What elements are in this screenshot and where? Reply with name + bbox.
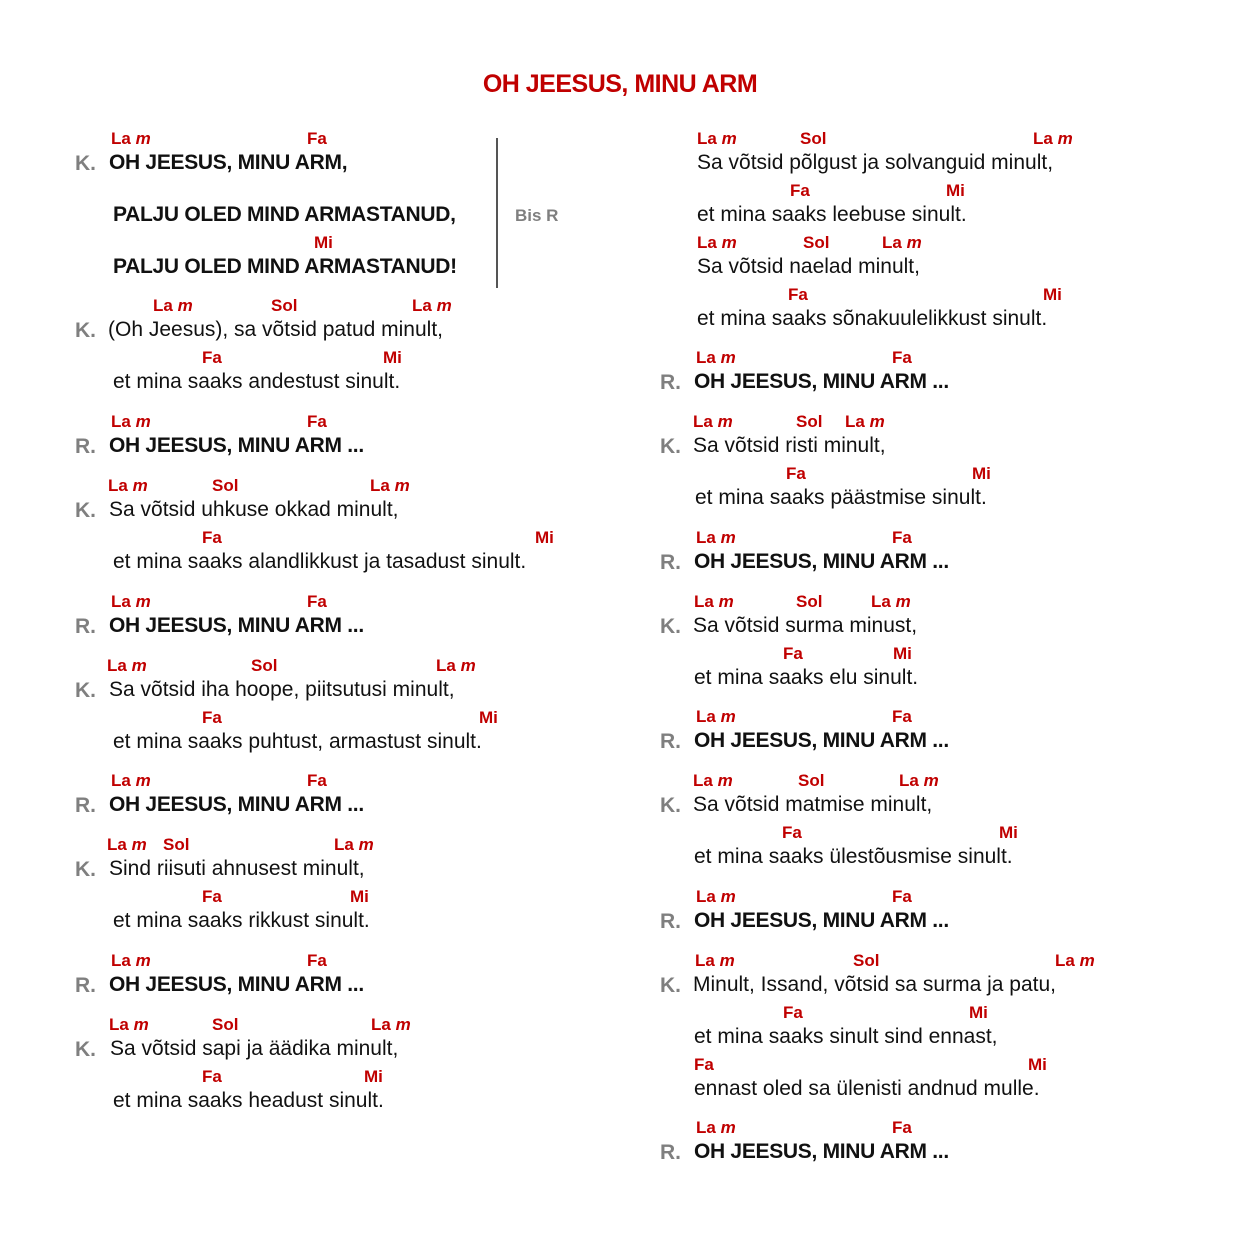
chord-label: Sol (796, 412, 823, 431)
chord-label: La m (695, 951, 735, 970)
chord-label: Fa (790, 181, 810, 200)
chord-label: La m (107, 835, 147, 854)
chord-label: Sol (271, 296, 298, 315)
chord-label: La m (693, 771, 733, 790)
chord-label: Sol (798, 771, 825, 790)
chord-label: Mi (999, 823, 1018, 842)
chord-label: Fa (892, 887, 912, 906)
chord-label: Sol (796, 592, 823, 611)
chord-label: Fa (307, 592, 327, 611)
lyric-line: et mina saaks andestust sinult. (113, 370, 401, 393)
chord-label: La m (696, 348, 736, 367)
chord-label: Fa (202, 1067, 222, 1086)
refrain-line: PALJU OLED MIND ARMASTANUD, (113, 203, 456, 226)
chord-label: La m (108, 476, 148, 495)
refrain-line: OH JEESUS, MINU ARM ... (694, 370, 949, 393)
chord-label: Mi (946, 181, 965, 200)
refrain-line: OH JEESUS, MINU ARM ... (694, 909, 949, 932)
lyric-line: (Oh Jeesus), sa võtsid patud minult, (108, 318, 443, 341)
chord-label: La m (412, 296, 452, 315)
verse-marker: K. (75, 858, 96, 881)
refrain-line: PALJU OLED MIND ARMASTANUD! (113, 255, 457, 278)
refrain-line: OH JEESUS, MINU ARM ... (694, 1140, 949, 1163)
chord-label: Mi (972, 464, 991, 483)
chord-label: Sol (800, 129, 827, 148)
lyric-line: Sa võtsid risti minult, (693, 434, 886, 457)
chord-label: Fa (202, 887, 222, 906)
lyric-line: Sa võtsid naelad minult, (697, 255, 920, 278)
chord-label: La m (111, 951, 151, 970)
chord-label: Fa (892, 348, 912, 367)
chord-label: La m (111, 592, 151, 611)
verse-marker: R. (660, 371, 681, 394)
chord-label: Mi (1028, 1055, 1047, 1074)
chord-label: Sol (853, 951, 880, 970)
chord-label: Mi (350, 887, 369, 906)
verse-marker: K. (660, 974, 681, 997)
chord-label: La m (111, 412, 151, 431)
lyric-line: Sa võtsid matmise minult, (693, 793, 933, 816)
chord-label: Fa (892, 1118, 912, 1137)
chord-label: La m (845, 412, 885, 431)
chord-label: La m (1033, 129, 1073, 148)
chord-label: Sol (803, 233, 830, 252)
chord-label: Sol (251, 656, 278, 675)
chord-label: Fa (788, 285, 808, 304)
lyric-line: Sa võtsid põlgust ja solvanguid minult, (697, 151, 1054, 174)
chord-label: Fa (694, 1055, 714, 1074)
refrain-line: OH JEESUS, MINU ARM ... (694, 729, 949, 752)
chord-label: La m (370, 476, 410, 495)
refrain-line: OH JEESUS, MINU ARM ... (694, 550, 949, 573)
lyric-line: Sa võtsid surma minust, (693, 614, 918, 637)
verse-marker: K. (660, 435, 681, 458)
repeat-bracket (496, 138, 498, 288)
lyric-line: Sa võtsid sapi ja äädika minult, (110, 1037, 399, 1060)
chord-label: Fa (307, 412, 327, 431)
chord-label: La m (697, 129, 737, 148)
chord-label: Fa (892, 707, 912, 726)
chord-label: La m (111, 129, 151, 148)
lyric-line: et mina saaks leebuse sinult. (697, 203, 967, 226)
chord-label: Fa (782, 823, 802, 842)
verse-marker: K. (75, 499, 96, 522)
verse-marker: R. (660, 910, 681, 933)
chord-label: La m (696, 887, 736, 906)
chord-label: La m (693, 412, 733, 431)
chord-label: La m (436, 656, 476, 675)
chord-label: Mi (1043, 285, 1062, 304)
verse-marker: R. (660, 551, 681, 574)
lyric-line: Sa võtsid uhkuse okkad minult, (109, 498, 399, 521)
chord-label: La m (1055, 951, 1095, 970)
chord-label: Mi (535, 528, 554, 547)
verse-marker: R. (660, 1141, 681, 1164)
lyric-line: et mina saaks headust sinult. (113, 1089, 384, 1112)
lyric-line: et mina saaks sinult sind ennast, (694, 1025, 998, 1048)
verse-marker: K. (75, 152, 96, 175)
chord-label: La m (697, 233, 737, 252)
chord-label: Mi (969, 1003, 988, 1022)
lyric-line: et mina saaks puhtust, armastust sinult. (113, 730, 482, 753)
chord-label: Fa (202, 708, 222, 727)
chord-label: Sol (212, 1015, 239, 1034)
lyric-line: et mina saaks päästmise sinult. (695, 486, 987, 509)
chord-label: La m (696, 528, 736, 547)
verse-marker: R. (75, 794, 96, 817)
chord-label: La m (882, 233, 922, 252)
chord-label: Fa (783, 1003, 803, 1022)
chord-label: La m (111, 771, 151, 790)
verse-marker: K. (75, 1038, 96, 1061)
refrain-line: OH JEESUS, MINU ARM ... (109, 793, 364, 816)
chord-label: Fa (307, 129, 327, 148)
lyric-line: Sa võtsid iha hoope, piitsutusi minult, (109, 678, 455, 701)
chord-label: La m (696, 707, 736, 726)
chord-label: La m (871, 592, 911, 611)
verse-marker: K. (75, 319, 96, 342)
chord-label: Fa (892, 528, 912, 547)
chord-label: Mi (314, 233, 333, 252)
lyric-line: Minult, Issand, võtsid sa surma ja patu, (693, 973, 1056, 996)
chord-label: La m (371, 1015, 411, 1034)
lyric-line: et mina saaks elu sinult. (694, 666, 919, 689)
chord-label: Fa (307, 951, 327, 970)
chord-label: Fa (202, 348, 222, 367)
chord-label: Sol (163, 835, 190, 854)
chord-label: Fa (786, 464, 806, 483)
verse-marker: R. (660, 730, 681, 753)
refrain-line: OH JEESUS, MINU ARM ... (109, 973, 364, 996)
refrain-line: OH JEESUS, MINU ARM, (109, 151, 348, 174)
song-title: OH JEESUS, MINU ARM (482, 70, 758, 98)
lyric-line: et mina saaks rikkust sinult. (113, 909, 370, 932)
verse-marker: R. (75, 974, 96, 997)
chord-label: La m (153, 296, 193, 315)
chord-label: La m (334, 835, 374, 854)
verse-marker: K. (660, 615, 681, 638)
lyric-line: et mina saaks alandlikkust ja tasadust sinult. (113, 550, 527, 573)
chord-label: Mi (364, 1067, 383, 1086)
lyric-line: ennast oled sa ülenisti andnud mulle. (694, 1077, 1040, 1100)
refrain-line: OH JEESUS, MINU ARM ... (109, 614, 364, 637)
lyric-line: et mina saaks sõnakuulelikkust sinult. (697, 307, 1048, 330)
chord-label: Mi (893, 644, 912, 663)
chord-label: Fa (307, 771, 327, 790)
refrain-line: OH JEESUS, MINU ARM ... (109, 434, 364, 457)
chord-label: La m (899, 771, 939, 790)
chord-label: La m (694, 592, 734, 611)
verse-marker: R. (75, 435, 96, 458)
verse-marker: R. (75, 615, 96, 638)
verse-marker: K. (75, 679, 96, 702)
verse-marker: K. (660, 794, 681, 817)
lyric-line: Sind riisuti ahnusest minult, (109, 857, 365, 880)
chord-label: Mi (383, 348, 402, 367)
chord-label: Sol (212, 476, 239, 495)
bis-label: Bis R (515, 206, 559, 225)
chord-label: Mi (479, 708, 498, 727)
chord-label: La m (109, 1015, 149, 1034)
chord-label: Fa (783, 644, 803, 663)
chord-label: Fa (202, 528, 222, 547)
chord-label: La m (107, 656, 147, 675)
lyric-line: et mina saaks ülestõusmise sinult. (694, 845, 1013, 868)
chord-label: La m (696, 1118, 736, 1137)
